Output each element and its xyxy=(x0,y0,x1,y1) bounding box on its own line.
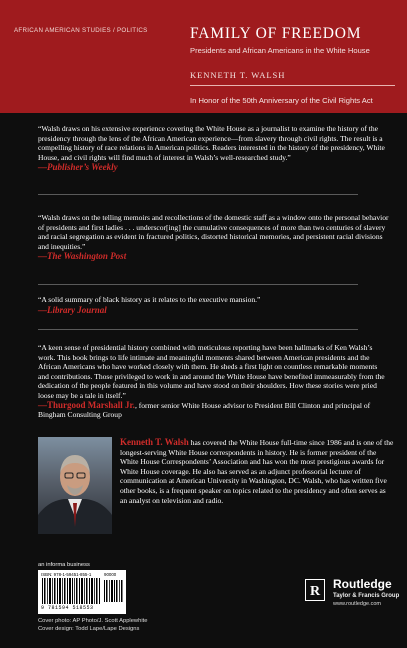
category-label: AFRICAN AMERICAN STUDIES / POLITICS xyxy=(14,27,148,34)
review-source: —The Washington Post xyxy=(38,251,127,262)
review-source-affiliation: , former senior White House advisor to President Bill Clinton and principal of Bingham Consulting Group xyxy=(38,400,371,420)
review-text: “A keen sense of presidential history combined with meticulous reporting have been hallmarks of Ken Walsh’s work. This book brings to life intimate and meaningful moments shared between American presidents and the African Americans who have worked closely with them. He sheds a first light on countless remarkable moments and contributions. Those privileged to work in and around the White House have benefited immeasurably from the dedication of the people featured in this volume and have stood on their shoulders. How these stories were pried loose may be a tale in itself.” xyxy=(38,343,385,400)
routledge-logo-icon xyxy=(305,579,325,601)
informa-tagline: an informa business xyxy=(38,562,90,568)
review-source: —Thurgood Marshall Jr. xyxy=(38,399,135,410)
review-source: —Publisher’s Weekly xyxy=(38,162,118,173)
review-1 xyxy=(38,124,390,173)
review-3 xyxy=(38,295,390,316)
bio-text: has covered the White House full-time since 1986 and is one of the longest-serving White House correspondents in history. He is former president of the White House Correspondents’ Association and has won the most prestigious awards for White House coverage. He also has served as an adjunct professorial lecturer of communication at American University in Washington, DC. Walsh, who has written five other books, is a frequent speaker on topics related to the presidency and often serves as an analyst on television and radio. xyxy=(120,438,394,505)
divider xyxy=(38,329,358,330)
isbn-barcode xyxy=(38,570,126,614)
author-portrait-icon xyxy=(38,437,112,534)
book-subtitle: Presidents and African Americans in the White House xyxy=(190,46,370,55)
author-photo xyxy=(38,437,112,534)
price-code: 90000 xyxy=(104,572,117,577)
bio-author-name: Kenneth T. Walsh xyxy=(120,437,189,447)
header-divider xyxy=(190,85,395,86)
review-text: “Walsh draws on his extensive experience covering the White House as a journalist to examine the history of the presidency through the lens of the African American experience—from slavery through civil rights. The result is a compelling history of race relations in American politics. Readers interested in the history of the presidency, White House, and civil rights will find much of interest in Walsh’s well-researched study.” xyxy=(38,124,385,162)
author-bio xyxy=(120,438,394,505)
barcode-digits: 9 781594 518553 xyxy=(41,605,94,611)
author-name: KENNETH T. WALSH xyxy=(190,70,286,80)
cover-credits xyxy=(38,617,147,633)
cover-photo-credit: Cover photo: AP Photo/J. Scott Applewhite xyxy=(38,618,148,624)
review-4 xyxy=(38,343,390,420)
review-2 xyxy=(38,213,390,262)
review-source: —Library Journal xyxy=(38,304,107,315)
divider xyxy=(38,194,358,195)
publisher-name: Routledge xyxy=(333,577,392,591)
publisher-group: Taylor & Francis Group xyxy=(333,593,400,599)
review-text: “A solid summary of black history as it relates to the executive mansion.” xyxy=(38,295,261,304)
header-band xyxy=(0,0,407,113)
cover-design-credit: Cover design: Todd Lape/Lape Designs xyxy=(38,626,140,632)
book-title: FAMILY OF FREEDOM xyxy=(190,25,362,42)
review-text: “Walsh draws on the telling memoirs and recollections of the domestic staff as a window onto the personal behavior of presidents and first ladies . . . underscor[ing] the cumulative consequences of more than two centuries of slavery and racial segregation as evident in fractured politics, distorted historical memories, and persistent racial divisions and inequities.” xyxy=(38,213,389,251)
svg-text:R: R xyxy=(309,584,321,599)
honor-line: In Honor of the 50th Anniversary of the Civil Rights Act xyxy=(190,96,373,105)
isbn-text: ISBN: 978-1-59451-855-1 xyxy=(41,572,92,577)
divider xyxy=(38,284,358,285)
publisher-url: www.routledge.com xyxy=(333,601,381,607)
